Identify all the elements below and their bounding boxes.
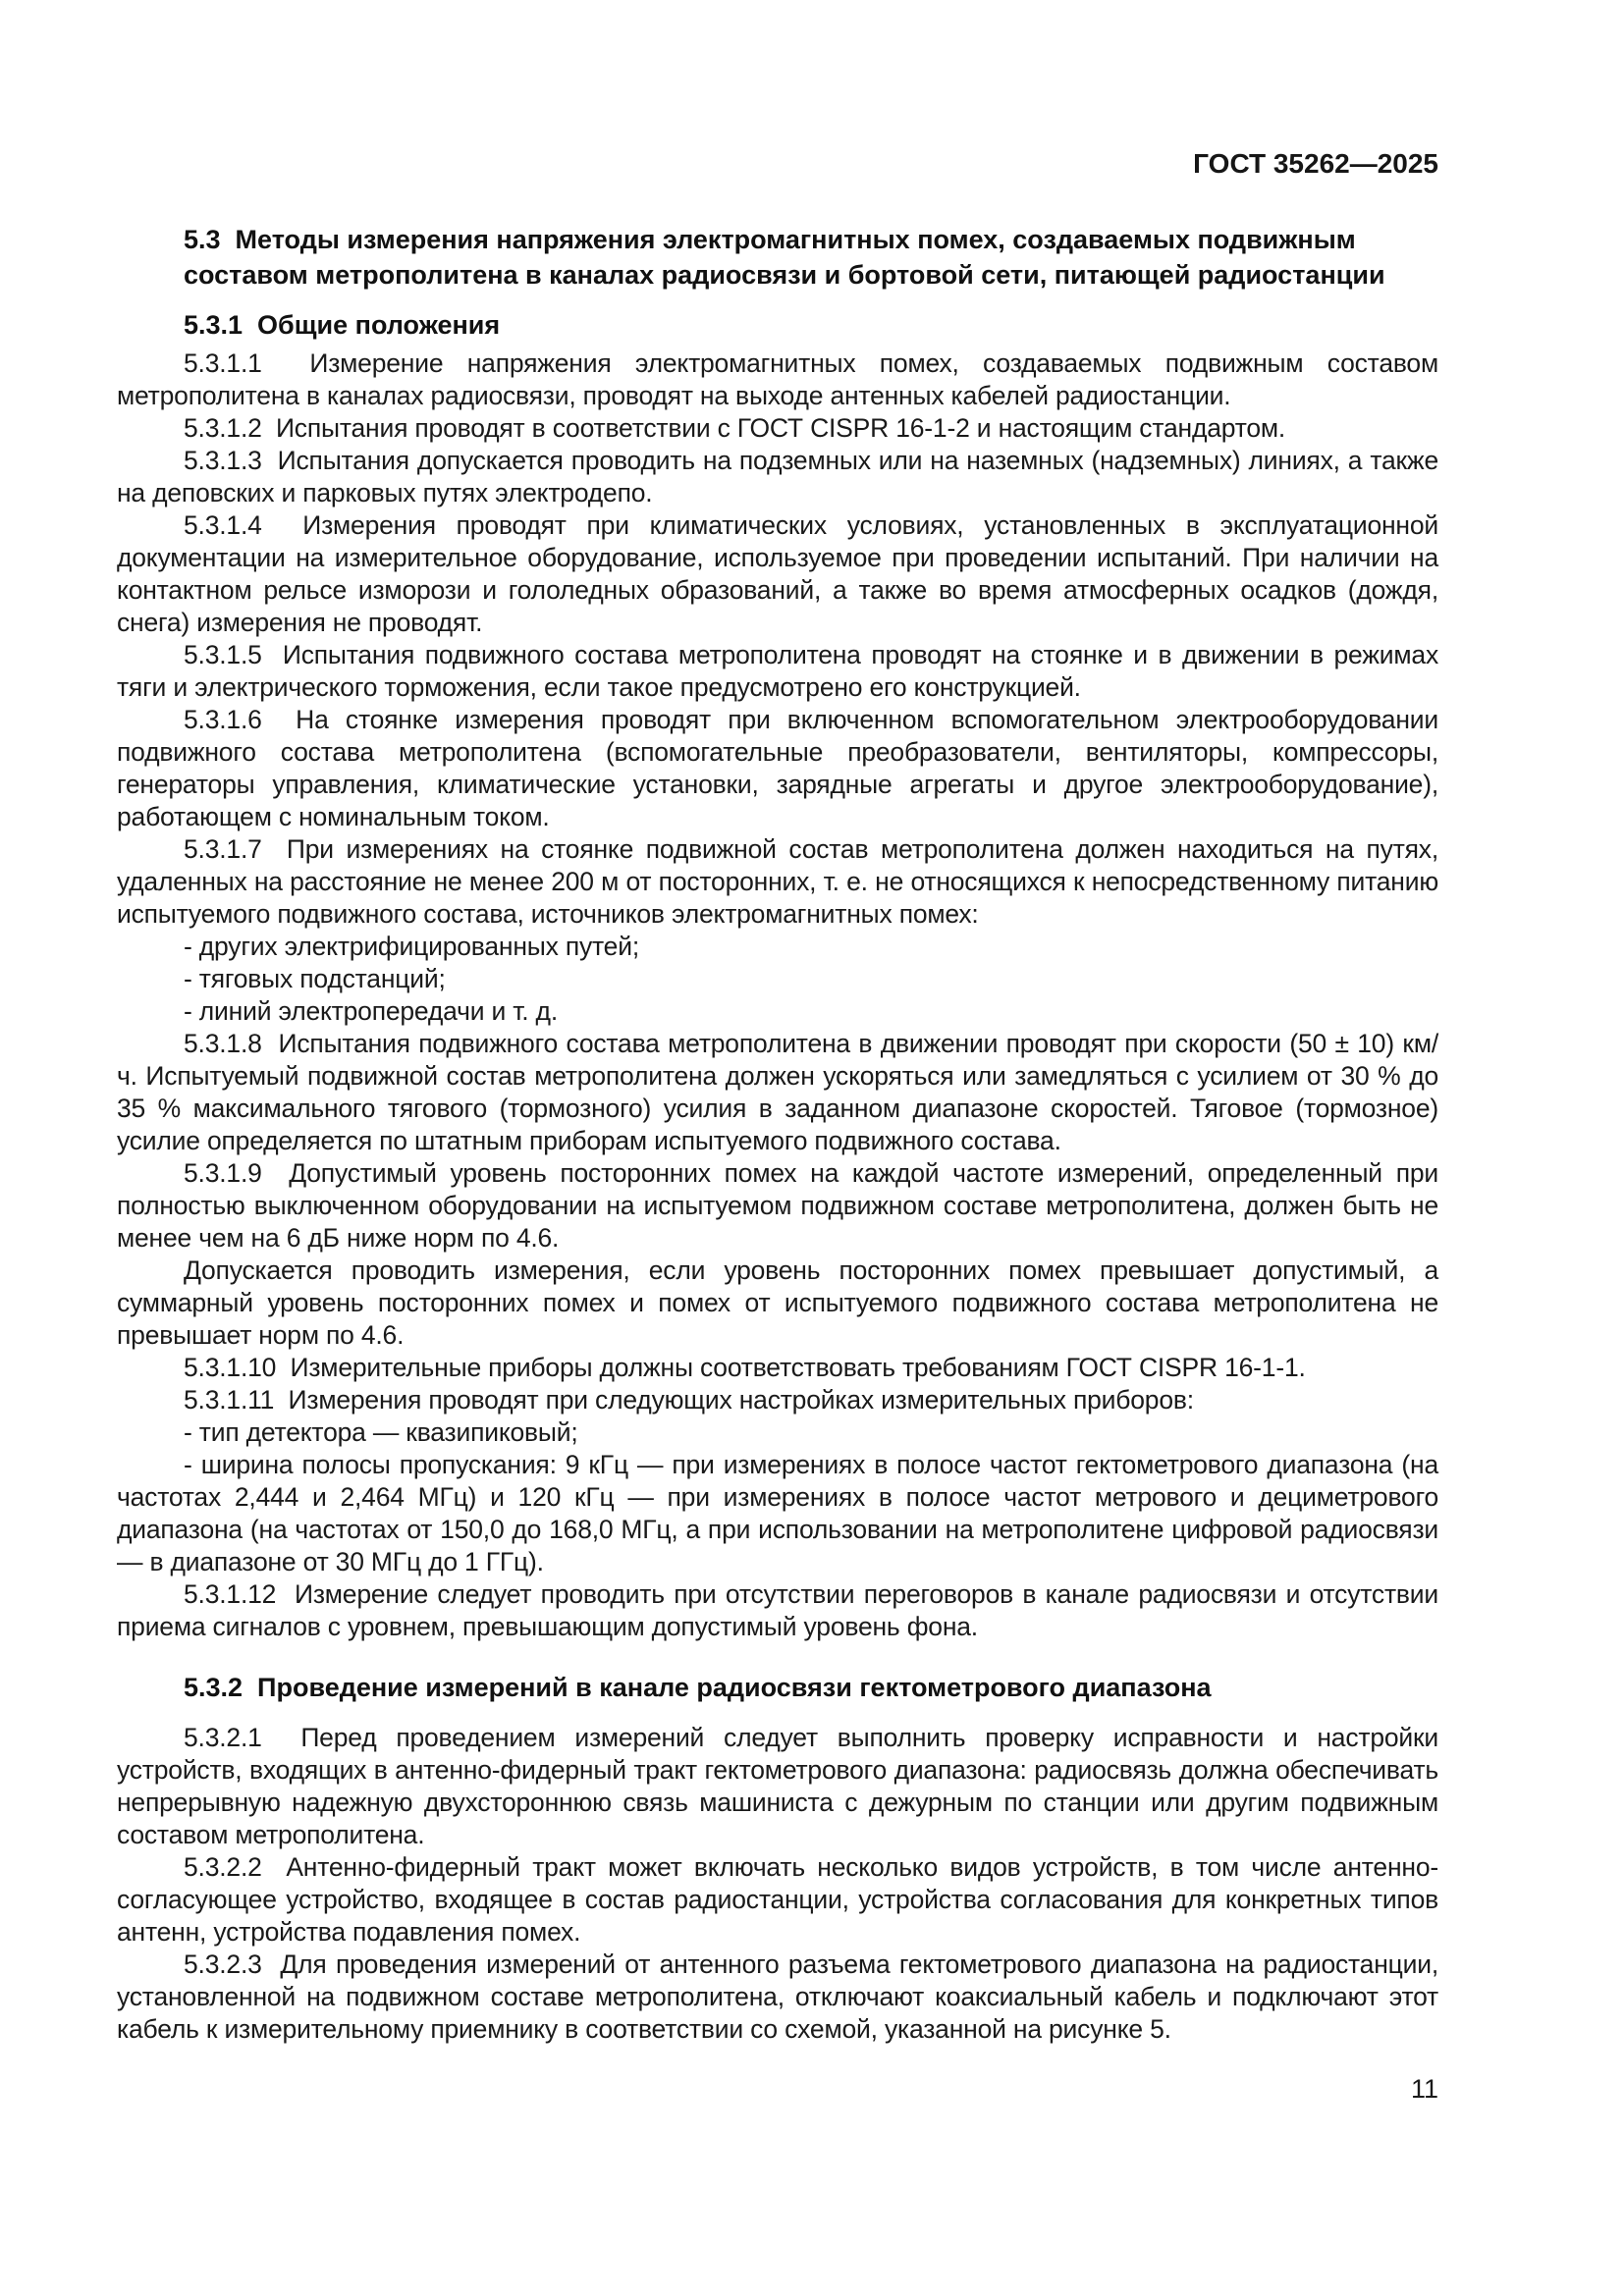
paragraph-5-3-2-3: 5.3.2.3 Для проведения измерений от антенного разъема гектометрового диапазона на радиостанции, установленной на подвижном составе метрополитена, отключают коаксиальный кабель и подключают этот кабель к измерительному приемнику в соответствии со схемой, указанной на рисунке 5. [117,1949,1438,2044]
document-content [117,222,1438,2046]
paragraph-5-3-1-9: 5.3.1.9 Допустимый уровень посторонних помех на каждой частоте измерений, определенный при полностью выключенном оборудовании на испытуемом подвижном составе метрополитена, должен быть не менее чем на 6 дБ ниже норм по 4.6. [117,1158,1438,1253]
list-item-detector-type: - тип детектора — квазипиковый; [184,1417,578,1447]
list-item-bandwidth: - ширина полосы пропускания: 9 кГц — при измерениях в полосе частот гектометрового диапазона (на частотах 2,444 и 2,464 МГц) и 120 кГц — при измерениях в полосе частот метрового и дециметрового диапазона (на частотах от 150,0 до 168,0 МГц, а при использовании на метрополитене цифровой радиосвязи — в диапазоне от 30 МГц до 1 ГГц). [117,1450,1438,1576]
paragraph-5-3-1-1: 5.3.1.1 Измерение напряжения электромагнитных помех, создаваемых подвижным составом метрополитена в каналах радиосвязи, проводят на выходе антенных кабелей радиостанции. [117,348,1438,410]
list-item-power-lines: - линий электропередачи и т. д. [184,996,558,1026]
paragraph-5-3-1-5: 5.3.1.5 Испытания подвижного состава метрополитена проводят на стоянке и в движении в режимах тяги и электрического торможения, если такое предусмотрено его конструкцией. [117,640,1438,702]
paragraph-5-3-1-9-continued: Допускается проводить измерения, если уровень посторонних помех превышает допустимый, а суммарный уровень посторонних помех и помех от испытуемого подвижного состава метрополитена не превышает норм по 4.6. [117,1255,1438,1350]
paragraph-5-3-1-12: 5.3.1.12 Измерение следует проводить при отсутствии переговоров в канале радиосвязи и отсутствии приема сигналов с уровнем, превышающим допустимый уровень фона. [117,1579,1438,1641]
page-number: 11 [1410,2074,1438,2104]
list-item-other-electrified-tracks: - других электрифицированных путей; [184,932,639,961]
paragraph-5-3-2-2: 5.3.2.2 Антенно-фидерный тракт может включать несколько видов устройств, в том числе антенно-согласующее устройство, входящее в состав радиостанции, устройства согласования для конкретных типов антенн, устройства подавления помех. [117,1852,1438,1947]
list-item-traction-substations: - тяговых подстанций; [184,964,446,993]
standard-reference-header: ГОСТ 35262—2025 [1193,148,1438,179]
subsection-heading-5-3-1: 5.3.1 Общие положения [184,310,501,340]
section-heading-5-3: 5.3 Методы измерения напряжения электромагнитных помех, создаваемых подвижным составом метрополитена в каналах радиосвязи и бортовой сети, питающей радиостанции [184,225,1385,290]
paragraph-5-3-1-6: 5.3.1.6 На стоянке измерения проводят при включенном вспомогательном электрооборудовании подвижного состава метрополитена (вспомогательные преобразователи, вентиляторы, компрессоры, генераторы управления, климатические установки, зарядные агрегаты и другое электрооборудование), работающем с номинальным током. [117,705,1438,831]
subsection-heading-5-3-2: 5.3.2 Проведение измерений в канале радиосвязи гектометрового диапазона [184,1673,1212,1702]
paragraph-5-3-1-3: 5.3.1.3 Испытания допускается проводить на подземных или на наземных (надземных) линиях, а также на деповских и парковых путях электродепо. [117,446,1438,507]
paragraph-5-3-1-7: 5.3.1.7 При измерениях на стоянке подвижной состав метрополитена должен находиться на путях, удаленных на расстояние не менее 200 м от посторонних, т. е. не относящихся к непосредственному питанию испытуемого подвижного состава, источников электромагнитных помех: [117,834,1438,929]
paragraph-5-3-1-11: 5.3.1.11 Измерения проводят при следующих настройках измерительных приборов: [184,1385,1194,1415]
paragraph-5-3-1-2: 5.3.1.2 Испытания проводят в соответствии с ГОСТ CISPR 16-1-2 и настоящим стандартом. [184,413,1286,443]
paragraph-5-3-1-4: 5.3.1.4 Измерения проводят при климатических условиях, установленных в эксплуатационной документации на измерительное оборудование, используемое при проведении испытаний. При наличии на контактном рельсе изморози и гололедных образований, а также во время атмосферных осадков (дождя, снега) измерения не проводят. [117,510,1438,637]
paragraph-5-3-1-10: 5.3.1.10 Измерительные приборы должны соответствовать требованиям ГОСТ CISPR 16-1-1. [184,1353,1306,1382]
paragraph-5-3-2-1: 5.3.2.1 Перед проведением измерений следует выполнить проверку исправности и настройки устройств, входящих в антенно-фидерный тракт гектометрового диапазона: радиосвязь должна обеспечивать непрерывную надежную двухстороннюю связь машиниста с дежурным по станции или другим подвижным составом метрополитена. [117,1723,1438,1849]
paragraph-5-3-1-8: 5.3.1.8 Испытания подвижного состава метрополитена в движении проводят при скорости (50 ± 10) км/ч. Испытуемый подвижной состав метрополитена должен ускоряться или замедляться с усилием от 30 % до 35 % максимального тягового (тормозного) усилия в заданном диапазоне скоростей. Тяговое (тормозное) усилие определяется по штатным приборам испытуемого подвижного состава. [117,1029,1438,1155]
